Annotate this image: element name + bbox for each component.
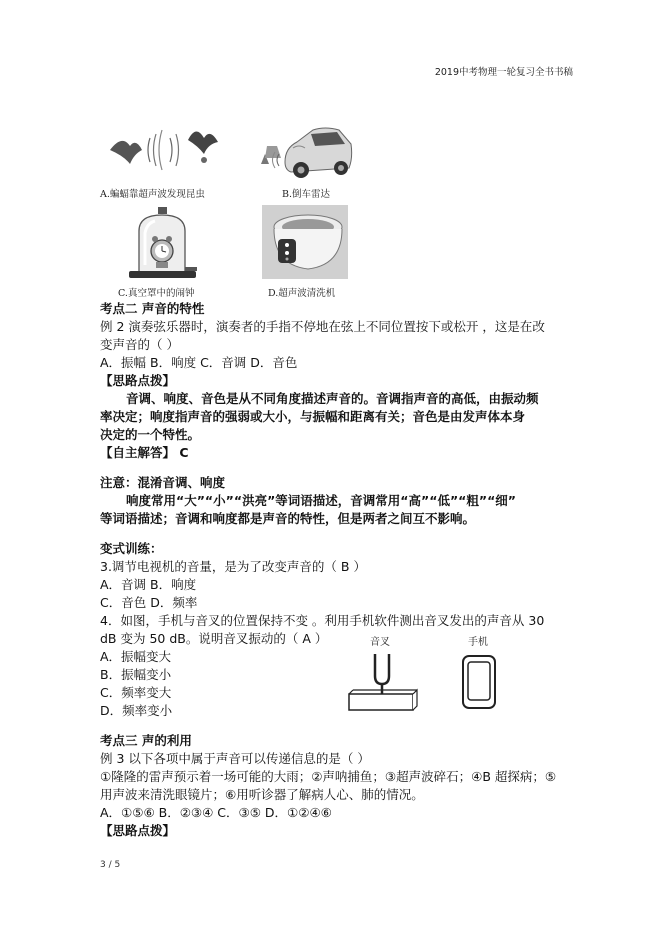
- caption-d: D.超声波清洗机: [268, 288, 336, 299]
- text-line: B．振幅变小: [100, 667, 172, 682]
- text-line: 3.调节电视机的音量，是为了改变声音的（ B ）: [100, 559, 366, 574]
- text-line: ①隆隆的雷声预示着一场可能的大雨；②声呐捕鱼；③超声波碎石；④B 超探病；⑤: [100, 769, 557, 784]
- text-line: 用声波来清洗眼镜片；⑥用听诊器了解病人心、肺的情况。: [100, 787, 424, 802]
- text-line: 考点三 声的利用: [100, 733, 192, 748]
- text-line: 考点二 声音的特性: [100, 301, 205, 316]
- document-body: [100, 300, 570, 840]
- tuning-fork-label: 音叉: [370, 637, 390, 648]
- reversing-radar-image: [255, 118, 355, 188]
- tuning-fork-phone-diagram: [345, 646, 515, 714]
- text-line: 音调、响度、音色是从不同角度描述声音的。音调指声音的高低，由振动频: [126, 391, 539, 406]
- text-line: 响度常用“大”“小”“洪亮”等词语描述，音调常用“高”“低”“粗”“细”: [126, 493, 517, 508]
- vacuum-jar-clock-image: [125, 205, 200, 283]
- text-line: A．振幅 B．响度 C．音调 D．音色: [100, 355, 298, 370]
- text-line: A．振幅变大: [100, 649, 172, 664]
- caption-c: C.真空罩中的闹钟: [118, 288, 195, 299]
- text-line: 决定的一个特性。: [100, 427, 201, 442]
- text-line: 【思路点拨】: [100, 373, 176, 388]
- phone-label: 手机: [468, 637, 488, 648]
- text-line: 注意：混淆音调、响度: [100, 475, 226, 490]
- tuning-fork-icon: [349, 654, 417, 710]
- text-line: 例 2 演奏弦乐器时，演奏者的手指不停地在弦上不同位置按下或松开 ，这是在改: [100, 319, 545, 334]
- text-line: D．频率变小: [100, 703, 173, 718]
- text-line: A．①⑤⑥ B．②③④ C．③⑤ D．①②④⑥: [100, 805, 332, 820]
- caption-a: A.蝙蝠靠超声波发现昆虫: [100, 189, 205, 200]
- phone-icon: [463, 656, 495, 708]
- caption-b: B.倒车雷达: [282, 189, 331, 200]
- text-line: 变式训练：: [100, 541, 163, 556]
- text-line: dB 变为 50 dB。说明音叉振动的（ A ）: [100, 631, 328, 646]
- spacer: [100, 720, 570, 732]
- ultrasonic-cleaner-image: [262, 205, 348, 279]
- spacer: [100, 462, 570, 474]
- text-line: 率决定；响度指声音的强弱或大小，与振幅和距离有关；音色是由发声体本身: [100, 409, 526, 424]
- text-line: 【自主解答】 C: [100, 445, 189, 460]
- text-line: C．音色 D．频率: [100, 595, 198, 610]
- text-line: 变声音的（ ）: [100, 337, 179, 352]
- text-line: A．音调 B．响度: [100, 577, 197, 592]
- page-footer: 3 / 5: [100, 860, 121, 870]
- text-line: C．频率变大: [100, 685, 172, 700]
- text-line: 例 3 以下各项中属于声音可以传递信息的是（ ）: [100, 751, 370, 766]
- page-header: 2019中考物理一轮复习全书书稿: [434, 67, 573, 78]
- text-line: 等词语描述；音调和响度都是声音的特性，但是两者之间互不影响。: [100, 511, 476, 526]
- text-line: 【思路点拨】: [100, 823, 176, 838]
- spacer: [100, 528, 570, 540]
- bat-ultrasound-image: [100, 120, 225, 182]
- text-line: 4．如图，手机与音叉的位置保持不变 。利用手机软件测出音叉发出的声音从 30: [100, 613, 545, 628]
